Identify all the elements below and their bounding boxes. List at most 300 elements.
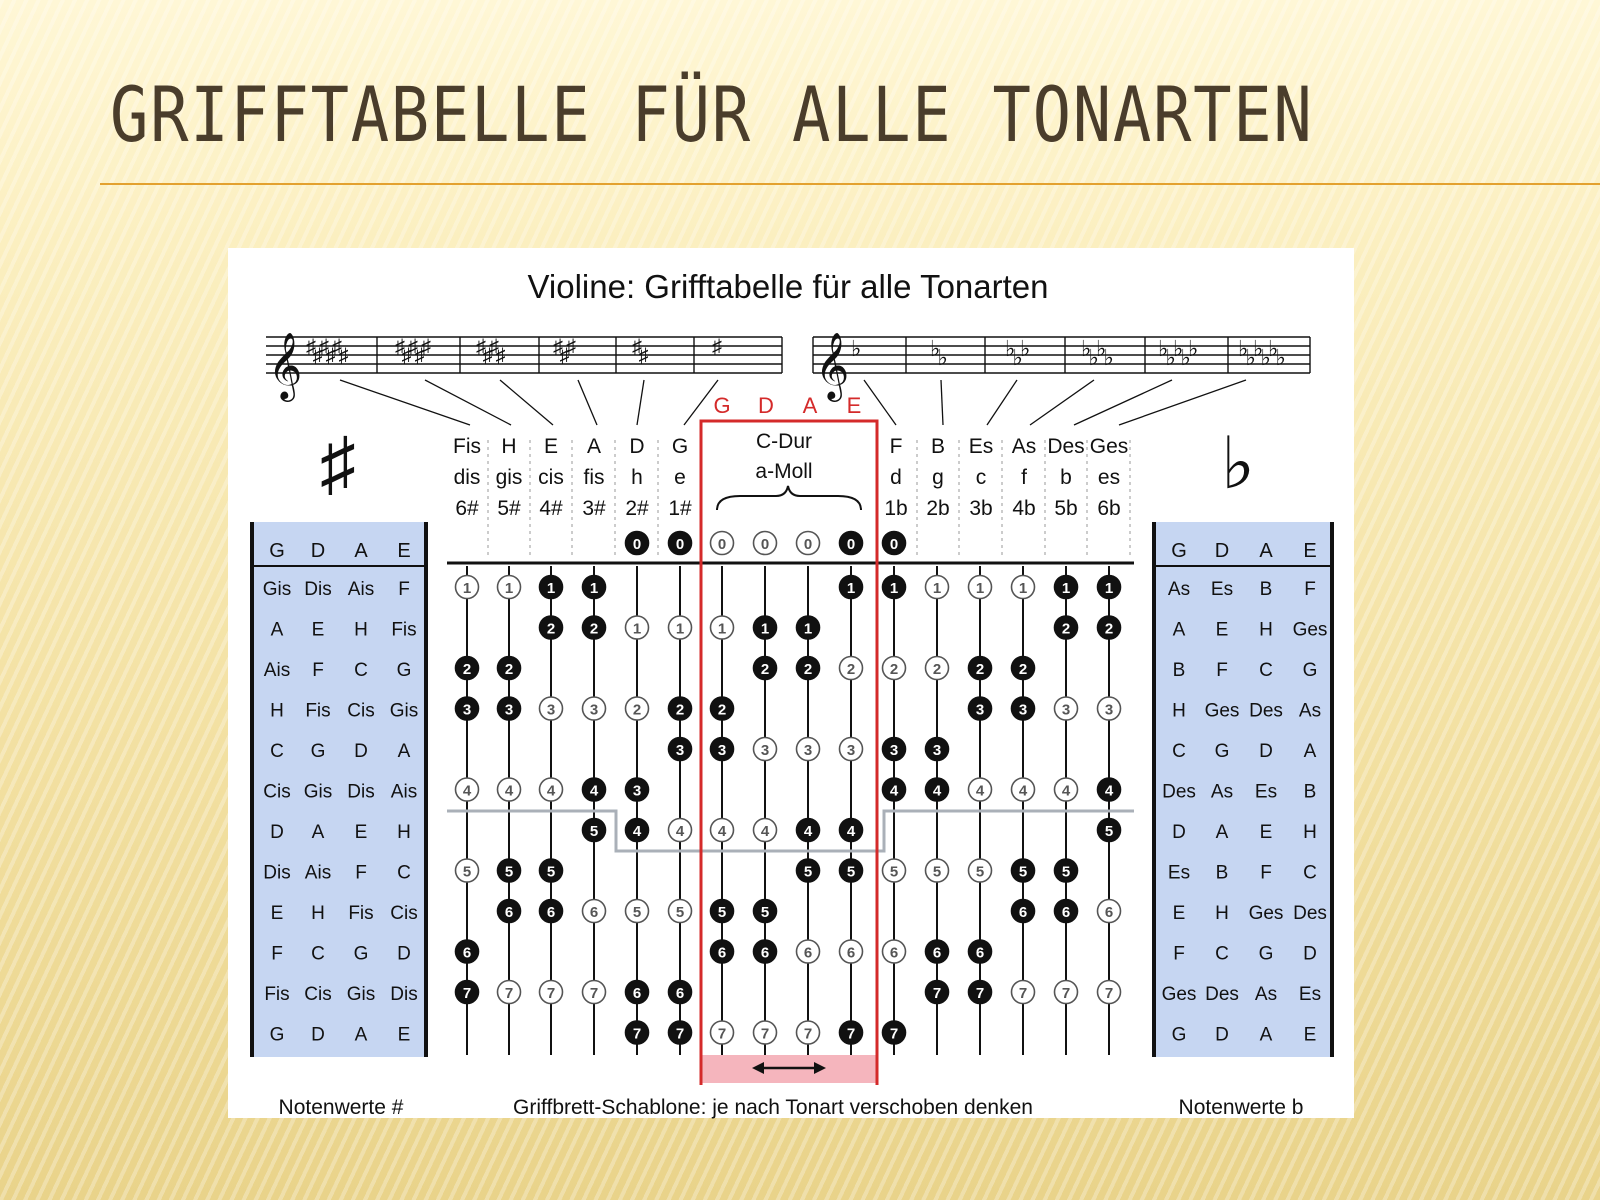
sharp-note-value: Gis xyxy=(303,781,333,803)
sharp-accidental-icon: ♯ xyxy=(401,345,412,367)
sharp-note-value: Dis xyxy=(390,984,418,1005)
finger-marker-number: 5 xyxy=(1061,863,1071,881)
flat-note-value: Es xyxy=(1167,862,1191,884)
finger-marker-number: 5 xyxy=(889,863,899,881)
finger-marker-number: 4 xyxy=(1018,782,1028,800)
finger-marker-number: 6 xyxy=(1061,904,1071,921)
finger-marker-number: 5 xyxy=(462,863,472,881)
finger-marker-number: 1 xyxy=(717,620,727,638)
finger-marker-number: 3 xyxy=(675,742,685,759)
finger-marker-number: 5 xyxy=(975,863,985,881)
sharp-note-value: Cis xyxy=(304,984,332,1005)
flat-note-value: F xyxy=(1216,660,1228,681)
key-major-label: E xyxy=(543,435,559,458)
finger-marker-number: 3 xyxy=(462,701,472,719)
flat-symbol: ♭ xyxy=(1221,424,1255,504)
key-sig-label: 2b xyxy=(926,497,950,520)
finger-marker-number: 7 xyxy=(717,1025,727,1043)
flat-accidental-icon: ♭ xyxy=(1096,336,1107,361)
sharp-accidental-icon: ♯ xyxy=(338,345,349,367)
finger-marker-number: 1 xyxy=(589,580,599,597)
center-major-key: C-Dur xyxy=(756,430,812,453)
sharp-accidental-icon: ♯ xyxy=(712,336,722,358)
sharp-accidental-icon: ♯ xyxy=(482,345,493,367)
treble-clef-icon: 𝄞 xyxy=(815,333,850,398)
finger-marker-number: 4 xyxy=(932,782,942,800)
finger-marker-number: 3 xyxy=(632,782,642,800)
key-major-label: As xyxy=(1011,435,1037,458)
flat-accidental-icon: ♭ xyxy=(1020,336,1031,361)
finger-marker-number: 2 xyxy=(632,701,642,719)
key-sig-label: 5b xyxy=(1054,497,1078,520)
key-sig-label: 3# xyxy=(582,497,606,520)
open-string-marker-number: 0 xyxy=(803,536,813,553)
flat-note-value: D xyxy=(1172,822,1186,843)
flat-accidental-icon: ♭ xyxy=(1012,345,1023,370)
flat-accidental-icon: ♭ xyxy=(1103,345,1114,370)
sharp-note-value: A xyxy=(397,741,411,762)
sharp-accidental-icon: ♯ xyxy=(312,345,323,367)
flat-note-value: A xyxy=(1172,619,1186,641)
sharp-note-value: Ais xyxy=(304,862,332,884)
flat-note-value: C xyxy=(1303,862,1317,884)
sharp-note-value: C xyxy=(354,660,368,681)
key-major-label: Des xyxy=(1047,435,1085,458)
sharp-accidental-icon: ♯ xyxy=(476,336,486,358)
finger-marker-number: 5 xyxy=(760,904,770,921)
finger-marker-number: 5 xyxy=(675,904,685,921)
key-minor-label: b xyxy=(1060,466,1072,489)
sharp-note-value: E xyxy=(354,822,368,843)
finger-marker-number: 7 xyxy=(846,1025,856,1043)
finger-marker-number: 1 xyxy=(1104,580,1114,597)
sharp-note-value: H xyxy=(397,822,411,843)
flat-note-value: Es xyxy=(1254,781,1278,803)
center-minor-key: a-Moll xyxy=(755,460,813,483)
sharp-note-value: Dis xyxy=(304,579,332,600)
open-string-marker-number: 0 xyxy=(632,536,642,553)
sharp-note-value: C xyxy=(397,862,411,884)
finger-marker-number: 7 xyxy=(675,1025,685,1043)
finger-marker-number: 6 xyxy=(717,944,727,962)
finger-marker-number: 5 xyxy=(632,904,642,921)
finger-marker-number: 1 xyxy=(1018,580,1028,597)
flat-note-value: D xyxy=(1259,741,1273,762)
open-string-marker-number: 0 xyxy=(889,536,899,553)
sharp-note-value: D xyxy=(354,741,368,762)
finger-marker-number: 5 xyxy=(717,904,727,921)
flat-accidental-icon: ♭ xyxy=(937,345,948,370)
flat-note-value: F xyxy=(1304,579,1316,600)
finger-marker-number: 4 xyxy=(1104,782,1114,800)
finger-marker-number: 1 xyxy=(760,620,770,638)
sharp-symbol: ♯ xyxy=(320,424,356,504)
flat-note-value: C xyxy=(1172,741,1186,762)
flat-note-value: Des xyxy=(1205,984,1239,1005)
sharp-note-value: A xyxy=(354,1024,368,1046)
finger-marker-number: 1 xyxy=(462,580,472,597)
open-string-marker-number: 0 xyxy=(846,536,856,553)
sharp-note-value: G xyxy=(310,741,326,762)
sharp-note-value: Cis xyxy=(390,903,418,924)
sharp-note-value: Dis xyxy=(263,862,291,884)
key-minor-label: cis xyxy=(538,466,564,489)
key-major-label: A xyxy=(586,435,602,458)
sharp-accidental-icon: ♯ xyxy=(566,336,576,358)
key-major-label: F xyxy=(889,435,903,458)
key-minor-label: es xyxy=(1097,466,1121,489)
finger-marker-number: 5 xyxy=(803,863,813,881)
finger-marker-number: 6 xyxy=(632,985,642,1002)
flat-accidental-icon: ♭ xyxy=(930,336,941,361)
sharp-accidental-icon: ♯ xyxy=(332,336,342,358)
key-minor-label: g xyxy=(932,466,944,489)
key-sig-label: 2# xyxy=(625,497,649,520)
finger-marker-number: 4 xyxy=(975,782,985,800)
sharp-accidental-icon: ♯ xyxy=(306,336,316,358)
sharp-accidental-icon: ♯ xyxy=(495,345,506,367)
sharp-accidental-icon: ♯ xyxy=(553,336,563,358)
finger-marker-number: 2 xyxy=(846,661,856,678)
finger-marker-number: 4 xyxy=(632,823,642,840)
flat-note-value: B xyxy=(1303,781,1317,803)
sharp-note-value: G xyxy=(396,660,412,681)
key-minor-label: dis xyxy=(453,466,481,489)
sharp-note-value: E xyxy=(397,1024,411,1046)
finger-marker-number: 7 xyxy=(1061,985,1071,1002)
flat-panel-string-label: E xyxy=(1303,540,1317,562)
key-sig-label: 5# xyxy=(497,497,521,520)
finger-marker-number: 2 xyxy=(504,661,514,678)
finger-marker-number: 4 xyxy=(760,823,770,840)
flat-panel-string-label: A xyxy=(1259,540,1273,562)
finger-marker-number: 3 xyxy=(504,701,514,719)
flat-note-value: D xyxy=(1215,1024,1229,1046)
flat-note-value: A xyxy=(1215,822,1229,843)
finger-marker-number: 2 xyxy=(1061,620,1071,638)
flat-note-value: A xyxy=(1303,741,1317,762)
key-minor-label: fis xyxy=(583,466,605,489)
key-sig-label: 6# xyxy=(455,497,479,520)
sharp-panel-string-label: E xyxy=(397,540,411,562)
open-string-marker-number: 0 xyxy=(675,536,685,553)
sharp-note-value: Fis xyxy=(305,700,331,722)
flat-note-value: Ges xyxy=(1204,700,1240,722)
sharp-note-value: Ais xyxy=(390,781,418,803)
finger-marker-number: 5 xyxy=(1018,863,1028,881)
finger-marker-number: 2 xyxy=(975,661,985,678)
flat-note-value: H xyxy=(1303,822,1317,843)
finger-marker-number: 1 xyxy=(546,580,556,597)
flat-note-value: D xyxy=(1303,943,1317,965)
sharp-note-value: Fis xyxy=(264,984,290,1005)
flat-note-value: F xyxy=(1173,943,1185,965)
finger-marker-number: 6 xyxy=(589,904,599,921)
finger-marker-number: 3 xyxy=(889,742,899,759)
finger-marker-number: 1 xyxy=(846,580,856,597)
finger-marker-number: 1 xyxy=(803,620,813,638)
sharp-note-value: F xyxy=(398,579,410,600)
finger-marker-number: 5 xyxy=(504,863,514,881)
flat-panel-string-label: G xyxy=(1171,540,1187,562)
key-major-label: H xyxy=(501,435,517,458)
sharp-note-value: F xyxy=(355,862,367,884)
finger-marker-number: 2 xyxy=(932,661,942,678)
sharp-note-value: E xyxy=(270,903,284,924)
finger-marker-number: 6 xyxy=(1018,904,1028,921)
finger-marker-number: 4 xyxy=(462,782,472,800)
finger-marker-number: 6 xyxy=(675,985,685,1002)
treble-clef-icon: 𝄞 xyxy=(268,333,303,398)
flat-note-value: Des xyxy=(1162,781,1196,803)
flat-note-value: E xyxy=(1259,822,1273,843)
key-minor-label: f xyxy=(1021,466,1027,489)
finger-marker-number: 7 xyxy=(889,1025,899,1043)
sharp-note-value: H xyxy=(354,619,368,641)
sharp-note-value: C xyxy=(311,943,325,965)
sharp-panel-string-label: G xyxy=(269,540,285,562)
flat-note-value: As xyxy=(1254,984,1278,1005)
flat-note-value: Es xyxy=(1210,579,1234,600)
sharp-panel-string-label: A xyxy=(354,540,368,562)
finger-marker-number: 3 xyxy=(760,742,770,759)
flat-accidental-icon: ♭ xyxy=(1260,345,1271,370)
finger-marker-number: 4 xyxy=(504,782,514,800)
finger-marker-number: 2 xyxy=(589,620,599,638)
finger-marker-number: 7 xyxy=(803,1025,813,1043)
finger-marker-number: 7 xyxy=(932,985,942,1002)
sharp-accidental-icon: ♯ xyxy=(319,336,329,358)
key-minor-label: h xyxy=(631,466,643,489)
flat-accidental-icon: ♭ xyxy=(1081,336,1092,361)
sharp-accidental-icon: ♯ xyxy=(395,336,405,358)
key-major-label: D xyxy=(629,435,645,458)
key-major-label: Es xyxy=(968,435,994,458)
template-string-label: D xyxy=(758,393,774,418)
footer-sharp-label: Notenwerte # xyxy=(278,1096,404,1119)
finger-marker-number: 6 xyxy=(975,944,985,962)
flat-note-value: Ges xyxy=(1292,619,1328,641)
flat-note-value: A xyxy=(1259,1024,1273,1046)
flat-note-value: E xyxy=(1303,1024,1317,1046)
finger-marker-number: 5 xyxy=(846,863,856,881)
flat-accidental-icon: ♭ xyxy=(1180,345,1191,370)
sharp-accidental-icon: ♯ xyxy=(632,336,642,358)
flat-note-value: G xyxy=(1258,943,1274,965)
flat-note-value: Des xyxy=(1293,903,1327,924)
finger-marker-number: 1 xyxy=(889,580,899,597)
sharp-note-value: F xyxy=(312,660,324,681)
sharp-accidental-icon: ♯ xyxy=(421,336,431,358)
flat-note-value: B xyxy=(1215,862,1229,884)
finger-marker-number: 3 xyxy=(717,742,727,759)
finger-marker-number: 7 xyxy=(589,985,599,1002)
open-string-marker-number: 0 xyxy=(760,536,770,553)
flat-accidental-icon: ♭ xyxy=(1005,336,1016,361)
sharp-note-value: Fis xyxy=(391,619,417,641)
flat-accidental-icon: ♭ xyxy=(1158,336,1169,361)
key-major-label: Ges xyxy=(1089,435,1129,458)
flat-accidental-icon: ♭ xyxy=(1245,345,1256,370)
key-major-label: B xyxy=(930,435,946,458)
sharp-accidental-icon: ♯ xyxy=(325,345,336,367)
sharp-note-value: D xyxy=(270,822,284,843)
finger-marker-number: 6 xyxy=(846,944,856,962)
finger-marker-number: 7 xyxy=(975,985,985,1002)
finger-marker-number: 4 xyxy=(717,823,727,840)
sharp-accidental-icon: ♯ xyxy=(489,336,499,358)
template-string-label: A xyxy=(802,393,818,418)
finger-marker-number: 3 xyxy=(975,701,985,719)
flat-note-value: C xyxy=(1215,943,1229,965)
sharp-note-value: H xyxy=(311,903,325,924)
sharp-note-value: E xyxy=(311,619,325,641)
finger-marker-number: 6 xyxy=(1104,904,1114,921)
finger-marker-number: 2 xyxy=(889,661,899,678)
sharp-note-value: G xyxy=(353,943,369,965)
flat-note-value: B xyxy=(1259,579,1273,600)
sharp-panel-string-label: D xyxy=(310,540,326,562)
flat-accidental-icon: ♭ xyxy=(1275,345,1286,370)
key-sig-label: 4b xyxy=(1012,497,1036,520)
flat-note-value: H xyxy=(1215,903,1229,924)
template-string-label: E xyxy=(846,393,862,418)
open-string-marker-number: 0 xyxy=(717,536,727,553)
flat-note-value: As xyxy=(1298,700,1322,722)
sharp-note-value: A xyxy=(270,619,284,641)
key-sig-label: 6b xyxy=(1097,497,1121,520)
finger-marker-number: 7 xyxy=(1104,985,1114,1002)
finger-marker-number: 6 xyxy=(462,944,472,962)
finger-marker-number: 6 xyxy=(889,944,899,962)
flat-accidental-icon: ♭ xyxy=(1238,336,1249,361)
finger-marker-number: 4 xyxy=(846,823,856,840)
sharp-accidental-icon: ♯ xyxy=(408,336,418,358)
sharp-note-value: Cis xyxy=(347,700,375,722)
flat-note-value: E xyxy=(1215,619,1229,641)
finger-marker-number: 2 xyxy=(462,661,472,678)
flat-note-value: Ges xyxy=(1161,984,1197,1005)
finger-marker-number: 4 xyxy=(675,823,685,840)
finger-marker-number: 1 xyxy=(675,620,685,638)
flat-note-value: C xyxy=(1259,660,1273,681)
finger-marker-number: 3 xyxy=(589,701,599,719)
sharp-note-value: Ais xyxy=(347,579,375,600)
finger-marker-number: 7 xyxy=(760,1025,770,1043)
flat-panel-string-label: D xyxy=(1214,540,1230,562)
key-minor-label: d xyxy=(890,466,902,489)
finger-marker-number: 4 xyxy=(546,782,556,800)
finger-marker-number: 3 xyxy=(546,701,556,719)
flat-note-value: Es xyxy=(1298,984,1322,1005)
finger-marker-number: 3 xyxy=(846,742,856,759)
flat-note-value: Des xyxy=(1249,700,1283,722)
finger-marker-number: 2 xyxy=(760,661,770,678)
finger-marker-number: 2 xyxy=(1018,661,1028,678)
finger-marker-number: 3 xyxy=(1018,701,1028,719)
sharp-accidental-icon: ♯ xyxy=(638,345,649,367)
flat-note-value: G xyxy=(1302,660,1318,681)
flat-accidental-icon: ♭ xyxy=(851,336,862,361)
flat-note-value: F xyxy=(1260,862,1272,884)
flat-note-value: H xyxy=(1172,700,1186,722)
flat-note-value: G xyxy=(1214,741,1230,762)
finger-marker-number: 1 xyxy=(1061,580,1071,597)
finger-marker-number: 4 xyxy=(1061,782,1071,800)
finger-marker-number: 3 xyxy=(932,742,942,759)
finger-marker-number: 5 xyxy=(932,863,942,881)
flat-accidental-icon: ♭ xyxy=(1188,336,1199,361)
key-sig-label: 1# xyxy=(668,497,692,520)
key-minor-label: e xyxy=(674,466,686,489)
flat-note-value: As xyxy=(1210,781,1234,803)
finger-marker-number: 7 xyxy=(546,985,556,1002)
flat-note-value: Ges xyxy=(1248,903,1284,924)
finger-marker-number: 5 xyxy=(546,863,556,881)
sharp-note-value: Ais xyxy=(263,660,291,681)
sharp-note-value: Dis xyxy=(347,781,375,803)
sharp-note-value: F xyxy=(271,943,283,965)
finger-marker-number: 7 xyxy=(462,985,472,1002)
finger-marker-number: 5 xyxy=(589,823,599,840)
sharp-note-value: C xyxy=(270,741,284,762)
key-sig-label: 3b xyxy=(969,497,993,520)
finger-marker-number: 2 xyxy=(803,661,813,678)
sharp-accidental-icon: ♯ xyxy=(414,345,425,367)
flat-note-value: B xyxy=(1172,660,1186,681)
template-string-label: G xyxy=(713,393,731,418)
sharp-note-value: D xyxy=(311,1024,325,1046)
finger-marker-number: 3 xyxy=(1104,701,1114,719)
figure-title: Violine: Grifftabelle für alle Tonarten xyxy=(527,268,1049,305)
flat-accidental-icon: ♭ xyxy=(1173,336,1184,361)
flat-note-value: G xyxy=(1171,1024,1187,1046)
flat-accidental-icon: ♭ xyxy=(1253,336,1264,361)
key-sig-label: 1b xyxy=(884,497,908,520)
finger-marker-number: 7 xyxy=(504,985,514,1002)
sharp-note-value: H xyxy=(270,700,284,722)
sharp-note-value: Gis xyxy=(262,579,292,600)
finger-marker-number: 2 xyxy=(675,701,685,719)
key-minor-label: c xyxy=(975,466,987,489)
sharp-note-value: Gis xyxy=(346,984,376,1005)
finger-marker-number: 7 xyxy=(1018,985,1028,1002)
flat-note-value: E xyxy=(1172,903,1186,924)
finger-marker-number: 6 xyxy=(760,944,770,962)
sharp-note-value: Cis xyxy=(263,781,291,803)
finger-marker-number: 5 xyxy=(1104,823,1114,840)
sharp-note-value: Gis xyxy=(389,700,419,722)
key-major-label: G xyxy=(671,435,689,458)
finger-marker-number: 7 xyxy=(632,1025,642,1043)
finger-marker-number: 3 xyxy=(803,742,813,759)
finger-marker-number: 4 xyxy=(889,782,899,800)
finger-marker-number: 6 xyxy=(546,904,556,921)
flat-note-value: H xyxy=(1259,619,1273,641)
flat-note-value: As xyxy=(1167,579,1191,600)
finger-marker-number: 1 xyxy=(932,580,942,597)
finger-marker-number: 1 xyxy=(975,580,985,597)
finger-marker-number: 2 xyxy=(1104,620,1114,638)
finger-marker-number: 2 xyxy=(717,701,727,719)
sharp-note-value: A xyxy=(311,822,325,843)
finger-marker-number: 3 xyxy=(1061,701,1071,719)
finger-marker-number: 6 xyxy=(803,944,813,962)
flat-accidental-icon: ♭ xyxy=(1165,345,1176,370)
finger-marker-number: 1 xyxy=(632,620,642,638)
sharp-note-value: Fis xyxy=(348,903,374,924)
finger-marker-number: 6 xyxy=(932,944,942,962)
